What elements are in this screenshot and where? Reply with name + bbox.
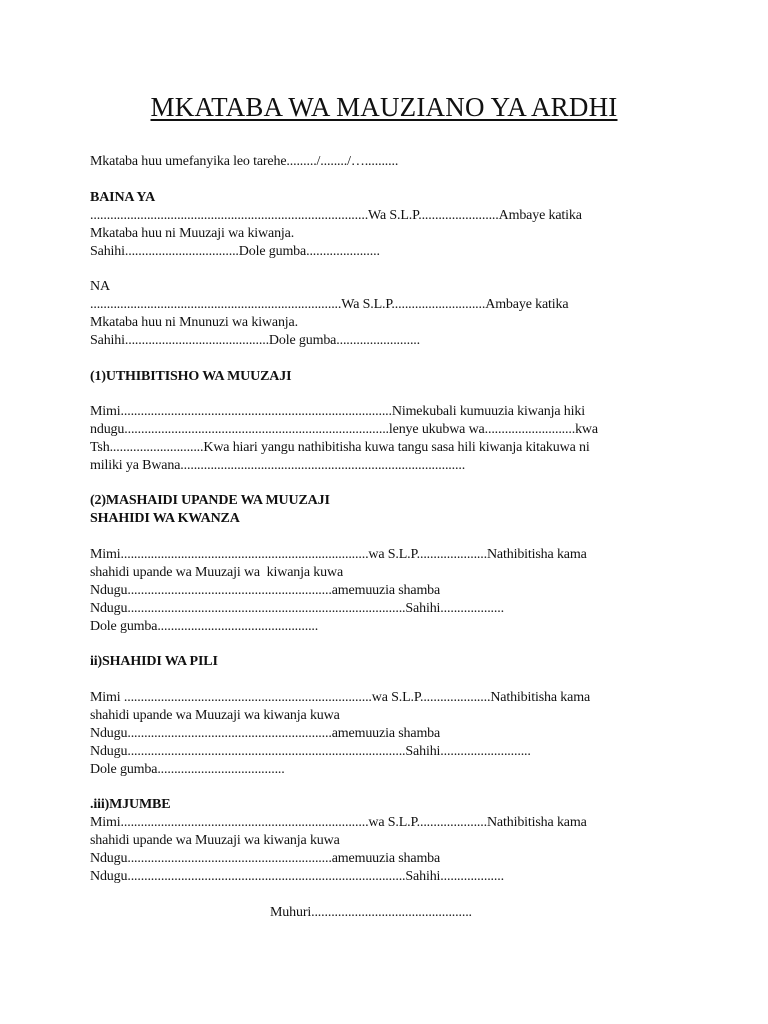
section4-heading: .iii)MJUMBE [90, 797, 171, 812]
section2-line1: Mimi..........................................................................wa S.L.P.....................Nathibitisha kama [90, 547, 587, 562]
section3-line1: Mimi ..........................................................................wa S.L.P.....................Nathibitisha kama [90, 690, 591, 705]
section2-subheading: SHAHIDI WA KWANZA [90, 511, 240, 526]
section1-line4: miliki ya Bwana..................................................................................... [90, 458, 466, 473]
section1-heading: (1)UTHIBITISHO WA MUUZAJI [90, 369, 292, 384]
section3-heading: ii)SHAHIDI WA PILI [90, 654, 218, 669]
stamp-line: Muhuri................................................ [270, 905, 472, 920]
section1-line2: ndugu...............................................................................lenye ukubwa wa...........................kwa [90, 422, 598, 437]
section3-line3: Ndugu.............................................................amemuuzia shamba [90, 726, 441, 741]
section4-line3: Ndugu.............................................................amemuuzia shamba [90, 851, 441, 866]
party1-heading: BAINA YA [90, 190, 156, 205]
party2-line1: ...........................................................................Wa S.L.P............................Ambaye katika [90, 297, 569, 312]
document-title: MKATABA WA MAUZIANO YA ARDHI [150, 92, 618, 122]
section1-line1: Mimi.................................................................................Nimekubali kumuuzia kiwanja hiki [90, 404, 585, 419]
section2-line3: Ndugu.............................................................amemuuzia shamba [90, 583, 441, 598]
section3-line2: shahidi upande wa Muuzaji wa kiwanja kuwa [90, 708, 340, 723]
date-line: Mkataba huu umefanyika leo tarehe........./......../….......... [90, 154, 399, 169]
section2-line2: shahidi upande wa Muuzaji wa kiwanja kuwa [90, 565, 344, 580]
section4-line4: Ndugu...................................................................................Sahihi................... [90, 869, 504, 884]
party2-heading: NA [90, 279, 110, 294]
party2-signature-line: Sahihi...........................................Dole gumba......................... [90, 333, 420, 348]
section4-line2: shahidi upande wa Muuzaji wa kiwanja kuwa [90, 833, 340, 848]
section2-line5: Dole gumba................................................ [90, 619, 319, 634]
section1-line3: Tsh............................Kwa hiari yangu nathibitisha kuwa tangu sasa hili kiwanja kitakuwa ni [90, 440, 590, 455]
party1-line2: Mkataba huu ni Muuzaji wa kiwanja. [90, 226, 295, 241]
section2-line4: Ndugu...................................................................................Sahihi................... [90, 601, 504, 616]
section3-line5: Dole gumba...................................... [90, 762, 285, 777]
section4-line1: Mimi..........................................................................wa S.L.P.....................Nathibitisha kama [90, 815, 587, 830]
party1-line1: ...................................................................................Wa S.L.P........................Ambaye katika [90, 208, 582, 223]
party1-signature-line: Sahihi..................................Dole gumba...................... [90, 244, 380, 259]
party2-line2: Mkataba huu ni Mnunuzi wa kiwanja. [90, 315, 298, 330]
section3-line4: Ndugu...................................................................................Sahihi........................... [90, 744, 531, 759]
section2-heading: (2)MASHAIDI UPANDE WA MUUZAJI [90, 493, 330, 508]
